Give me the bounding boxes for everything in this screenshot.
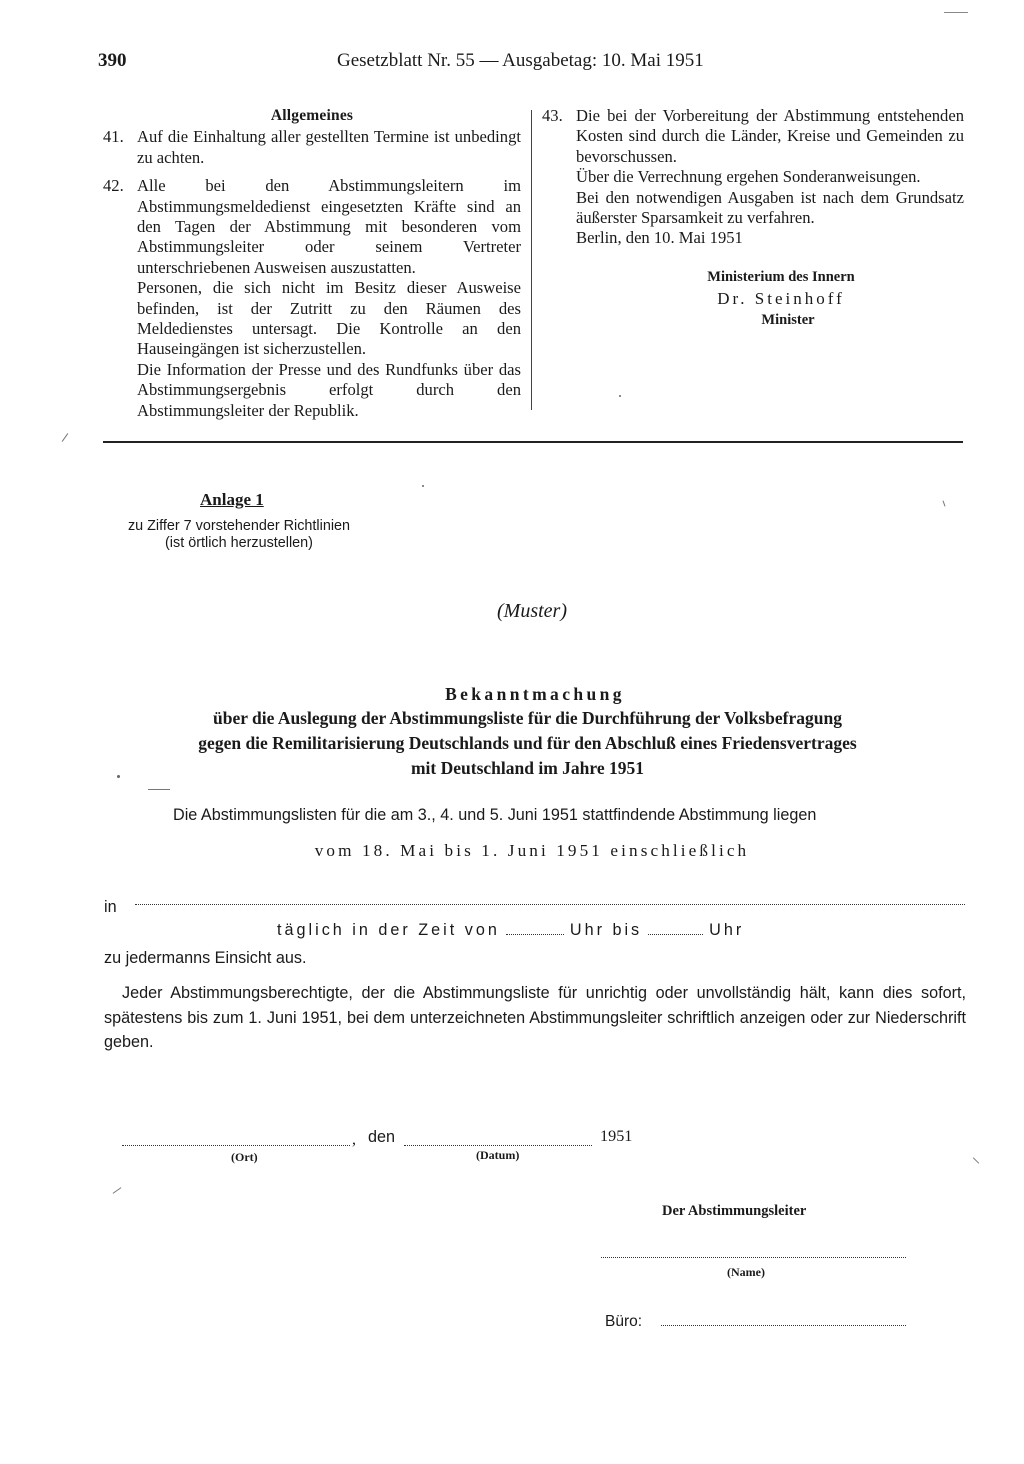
scan-mark <box>973 1157 979 1163</box>
muster-label: (Muster) <box>497 600 567 622</box>
scan-speck <box>422 485 424 487</box>
section-heading: Allgemeines <box>270 107 354 124</box>
comma: , <box>352 1131 356 1148</box>
item-number: 43. <box>542 106 563 125</box>
ort-caption: (Ort) <box>231 1150 258 1164</box>
signature-title: Minister <box>761 311 815 328</box>
announcement-intro: Die Abstimmungslisten für die am 3., 4. und 5. Juni 1951 stattfindende Abstimmung liegen <box>173 806 817 824</box>
date-fill-line[interactable] <box>404 1135 592 1146</box>
page-number: 390 <box>98 50 127 71</box>
public-view-line: zu jedermanns Einsicht aus. <box>104 949 307 967</box>
right-column <box>542 106 964 330</box>
location-fill-line[interactable] <box>135 892 965 905</box>
announcement-subtitle-line: mit Deutschland im Jahre 1951 <box>410 758 644 778</box>
item-text: Auf die Einhaltung aller gestellten Termine ist unbedingt zu achten. <box>137 127 521 167</box>
buero-label: Büro: <box>605 1313 643 1330</box>
item-paragraph: Die Information der Presse und des Rundfunks über das Abstimmungsergebnis erfolgt durch den Abstimmungsleiter der Republik. <box>137 359 521 420</box>
announcement-body: Jeder Abstimmungsberechtigte, der die Abstimmungsliste für unrichtig oder unvollständig hält, kann dies sofort, spätestens bis zum 1. Juni 1951, bei dem unterzeichneten Abstimmungsleiter schriftlich anzeigen oder zur Niederschrift geben. <box>104 984 966 1051</box>
item-paragraph: Bei den notwendigen Ausgaben ist nach dem Grundsatz äußerster Sparsamkeit zu verfahren. <box>576 187 964 228</box>
item-paragraph: Über die Verrechnung ergehen Sonderanweisungen. <box>576 167 921 187</box>
item-number: 41. <box>103 127 124 147</box>
announcement-subtitle <box>140 706 915 781</box>
in-label: in <box>104 898 117 916</box>
anlage-subtitle-line: (ist örtlich herzustellen) <box>165 535 313 551</box>
start-time-fill-line[interactable] <box>506 930 564 935</box>
signature-ministry: Ministerium des Innern <box>707 268 855 285</box>
anlage-title: Anlage 1 <box>200 490 264 509</box>
column-divider <box>531 110 532 410</box>
name-fill-line[interactable] <box>601 1247 906 1258</box>
item-paragraph: Personen, die sich nicht im Besitz dieser Ausweise befinden, ist der Zutritt zu den Räumen des Meldedienstes untersagt. Die Kontrolle an den Hauseingängen ist sicherzustellen. <box>137 278 521 359</box>
section-rule <box>103 441 963 443</box>
scan-speck <box>117 775 120 778</box>
den-label: den <box>368 1128 396 1146</box>
item-43 <box>542 106 964 249</box>
anlage-subtitle <box>108 518 370 552</box>
signature-name: Dr. Steinhoff <box>717 289 845 309</box>
datum-caption: (Datum) <box>476 1148 520 1162</box>
end-time-fill-line[interactable] <box>648 930 703 935</box>
scan-mark <box>62 433 69 442</box>
anlage-subtitle-line: zu Ziffer 7 vorstehender Richtlinien <box>127 518 351 534</box>
leader-title: Der Abstimmungsleiter <box>662 1203 807 1219</box>
item-number: 42. <box>103 176 124 196</box>
announcement-period: vom 18. Mai bis 1. Juni 1951 einschließlich <box>314 841 750 860</box>
daily-prefix: täglich in der Zeit von <box>277 921 500 939</box>
announcement-subtitle-line: gegen die Remilitarisierung Deutschlands und für den Abschluß eines Friedensvertrages <box>198 733 857 753</box>
buero-fill-line[interactable] <box>661 1315 906 1326</box>
scan-mark <box>148 789 170 790</box>
name-caption: (Name) <box>727 1265 765 1279</box>
scan-mark <box>943 501 946 507</box>
item-41 <box>103 127 521 168</box>
item-paragraph: Die bei der Vorbereitung der Abstimmung entstehenden Kosten sind durch die Länder, Kreise und Gemeinden zu bevorschussen. <box>576 106 964 166</box>
margin-mark <box>944 12 968 13</box>
uhr-bis-label: Uhr bis <box>569 921 643 939</box>
signature-place-date: Berlin, den 10. Mai 1951 <box>576 228 743 248</box>
uhr-label: Uhr <box>709 921 745 939</box>
scan-speck <box>619 395 621 397</box>
announcement-subtitle-line: über die Auslegung der Abstimmungsliste für die Durchführung der Volksbefragung <box>212 708 842 728</box>
left-column <box>103 106 521 421</box>
item-paragraph: Alle bei den Abstimmungsleitern im Abstimmungsmeldedienst eingesetzten Kräfte sind an den Tagen der Abstimmung mit besonderen vom Abstimmungsleiter oder seinem Vertreter unterschriebenen Ausweisen auszustatten. <box>137 176 521 277</box>
place-fill-line[interactable] <box>122 1135 350 1146</box>
announcement-title: Bekanntmachung <box>445 684 625 704</box>
year-label: 1951 <box>600 1127 633 1145</box>
scan-mark <box>113 1187 122 1194</box>
daily-time-line <box>277 921 744 940</box>
item-42 <box>103 176 521 421</box>
running-head: Gesetzblatt Nr. 55 — Ausgabetag: 10. Mai 1951 <box>337 50 704 71</box>
